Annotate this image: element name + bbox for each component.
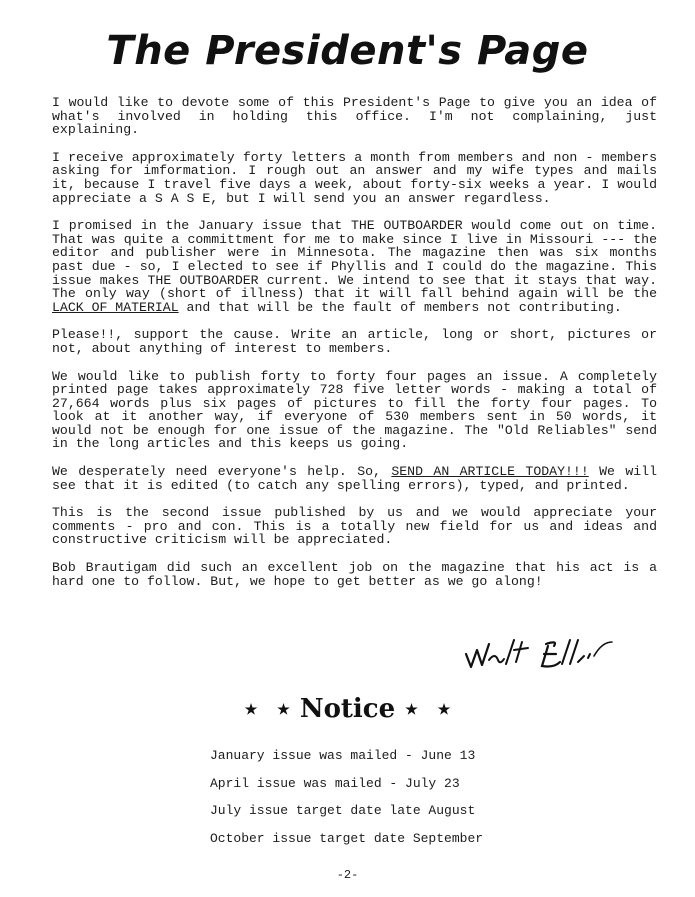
notice-heading	[0, 694, 695, 724]
paragraph-promise-text-a: I promised in the January issue that THE OUTBOARDER would come out on time. That was quite a committment for me to make since I live in Missouri --- the editor and publisher were in Minnesota. The magazine then was six months past due - so, I elected to see if Phyllis and I could do the magazine. This issue makes THE OUTBOARDER current. We intend to see that it stays that way. The only way (short of illness) that it will fall behind again will be the	[52, 218, 657, 302]
notice-item: October issue target date September	[210, 830, 484, 846]
page-title: The President's Page	[106, 28, 589, 74]
notice-title: Notice	[299, 694, 396, 724]
paragraph-pages: We would like to publish forty to forty four pages an issue. A completely printed page takes approximately 728 five letter words - making a total of 27,664 words plus six pages of pictures to fill the forty four pages. To look at it another way, if everyone of 530 members sent in 50 words, it would not be enough for one issue of the magazine. The "Old Reliables" send in the long articles and this keeps us going.	[52, 368, 657, 452]
paragraph-intro: I would like to devote some of this President's Page to give you an idea of what's involved in holding this office. I'm not complaining, just explaining.	[52, 95, 657, 138]
send-article-emphasis: SEND AN ARTICLE TODAY!!!	[391, 464, 589, 480]
paragraph-second-issue: This is the second issue published by us and we would appreciate your comments - pro and con. This is a totally new field for us and ideas and constructive criticism will be appreciated.	[52, 505, 657, 548]
notice-item: April issue was mailed - July 23	[210, 775, 460, 791]
star-icon: ★	[437, 702, 451, 718]
star-icon: ★	[244, 702, 258, 718]
paragraph-help	[52, 465, 657, 492]
paragraph-thanks: Bob Brautigam did such an excellent job on the magazine that his act is a hard one to follow. But, we hope to get better as we go along!	[52, 560, 657, 589]
star-icon: ★	[405, 702, 418, 718]
paragraph-letters: I receive approximately forty letters a month from members and non - members asking for imformation. I rough out an answer and my wife types and mails it, because I travel five days a week, about forty-six weeks a year. I would appreciate a S A S E, but I will send you an answer regardless.	[52, 149, 657, 206]
paragraph-help-text-a: We desperately need everyone's help. So,	[52, 464, 392, 480]
page-number: -2-	[336, 868, 359, 882]
article-body	[52, 96, 657, 602]
paragraph-please: Please!!, support the cause. Write an article, long or short, pictures or not, about anything of interest to members.	[52, 327, 657, 356]
star-icon: ★	[277, 702, 290, 718]
paragraph-promise	[52, 219, 657, 314]
notice-item: July issue target date late August	[210, 803, 476, 818]
lack-of-material-emphasis: LACK OF MATERIAL	[52, 299, 179, 315]
notice-item: January issue was mailed - June 13	[210, 748, 476, 763]
paragraph-help-text-b: We will see that it is edited (to catch any spelling errors), typed, and printed.	[52, 464, 658, 493]
paragraph-promise-text-b: and that will be the fault of members not contributing.	[178, 299, 622, 315]
notice-list	[210, 748, 590, 858]
handwritten-signature	[462, 632, 642, 672]
